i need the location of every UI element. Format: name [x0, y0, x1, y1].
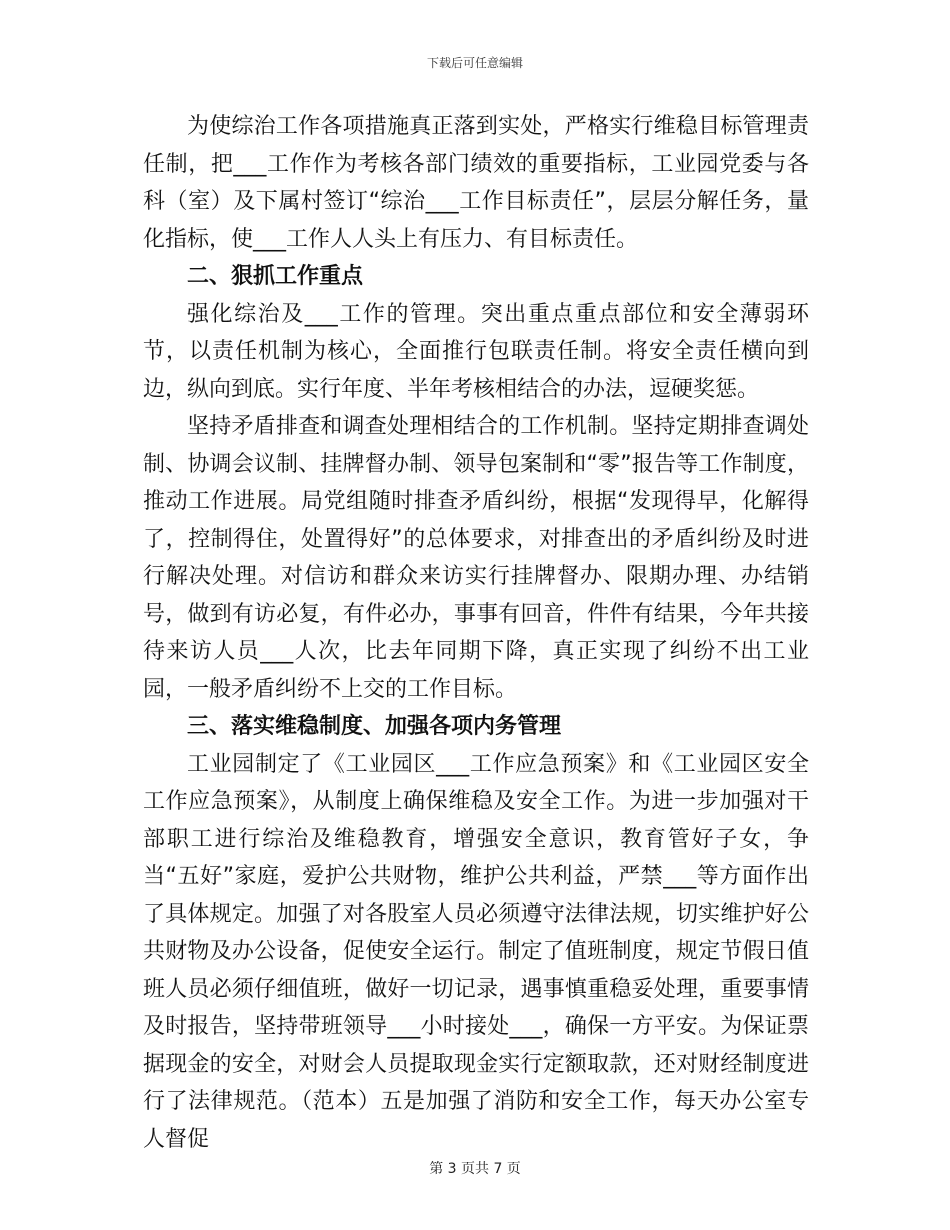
section-heading: 二、狠抓工作重点	[187, 264, 364, 289]
document-body	[143, 108, 809, 1158]
page-footer: 第 3 页共 7 页	[429, 1161, 521, 1177]
section-heading: 三、落实维稳制度、加强各项内务管理	[187, 714, 562, 739]
page-header: 下载后可任意编辑	[426, 56, 523, 70]
paragraph: 坚持矛盾排查和调查处理相结合的工作机制。坚持定期排查调处制、协调会议制、挂牌督办制、领导包案制和“零”报告等工作制度，推动工作进展。局党组随时排查矛盾纠纷，根据“发现得早，化解得了，控制得住，处置得好”的总体要求，对排查出的矛盾纠纷及时进行解决处理。对信访和群众来访实行挂牌督办、限期办理、办结销号，做到有访必复，有件必办，事事有回音，件件有结果，今年共接待来访人员___人次，比去年同期下降，真正实现了纠纷不出工业园，一般矛盾纠纷不上交的工作目标。	[143, 414, 809, 702]
paragraph: 强化综治及___工作的管理。突出重点重点部位和安全薄弱环节，以责任机制为核心，全面推行包联责任制。将安全责任横向到边，纵向到底。实行年度、半年考核相结合的办法，逗硬奖惩。	[143, 301, 809, 402]
paragraph: 为使综治工作各项措施真正落到实处，严格实行维稳目标管理责任制，把___工作作为考核各部门绩效的重要指标，工业园党委与各科（室）及下属村签订“综治___工作目标责任”，层层分解任务，量化指标，使___工作人人头上有压力、有目标责任。	[143, 114, 809, 252]
paragraph: 工业园制定了《工业园区___工作应急预案》和《工业园区安全工作应急预案》，从制度上确保维稳及安全工作。为进一步加强对干部职工进行综治及维稳教育，增强安全意识，教育管好子女，争当“五好”家庭，爱护公共财物，维护公共利益，严禁___等方面作出了具体规定。加强了对各股室人员必须遵守法律法规，切实维护好公共财物及办公设备，促使安全运行。制定了值班制度，规定节假日值班人员必须仔细值班，做好一切记录，遇事慎重稳妥处理，重要事情及时报告，坚持带班领导___小时接处___，确保一方平安。为保证票据现金的安全，对财会人员提取现金实行定额取款，还对财经制度进行了法律规范。（范本）五是加强了消防和安全工作，每天办公室专人督促	[143, 751, 809, 1152]
